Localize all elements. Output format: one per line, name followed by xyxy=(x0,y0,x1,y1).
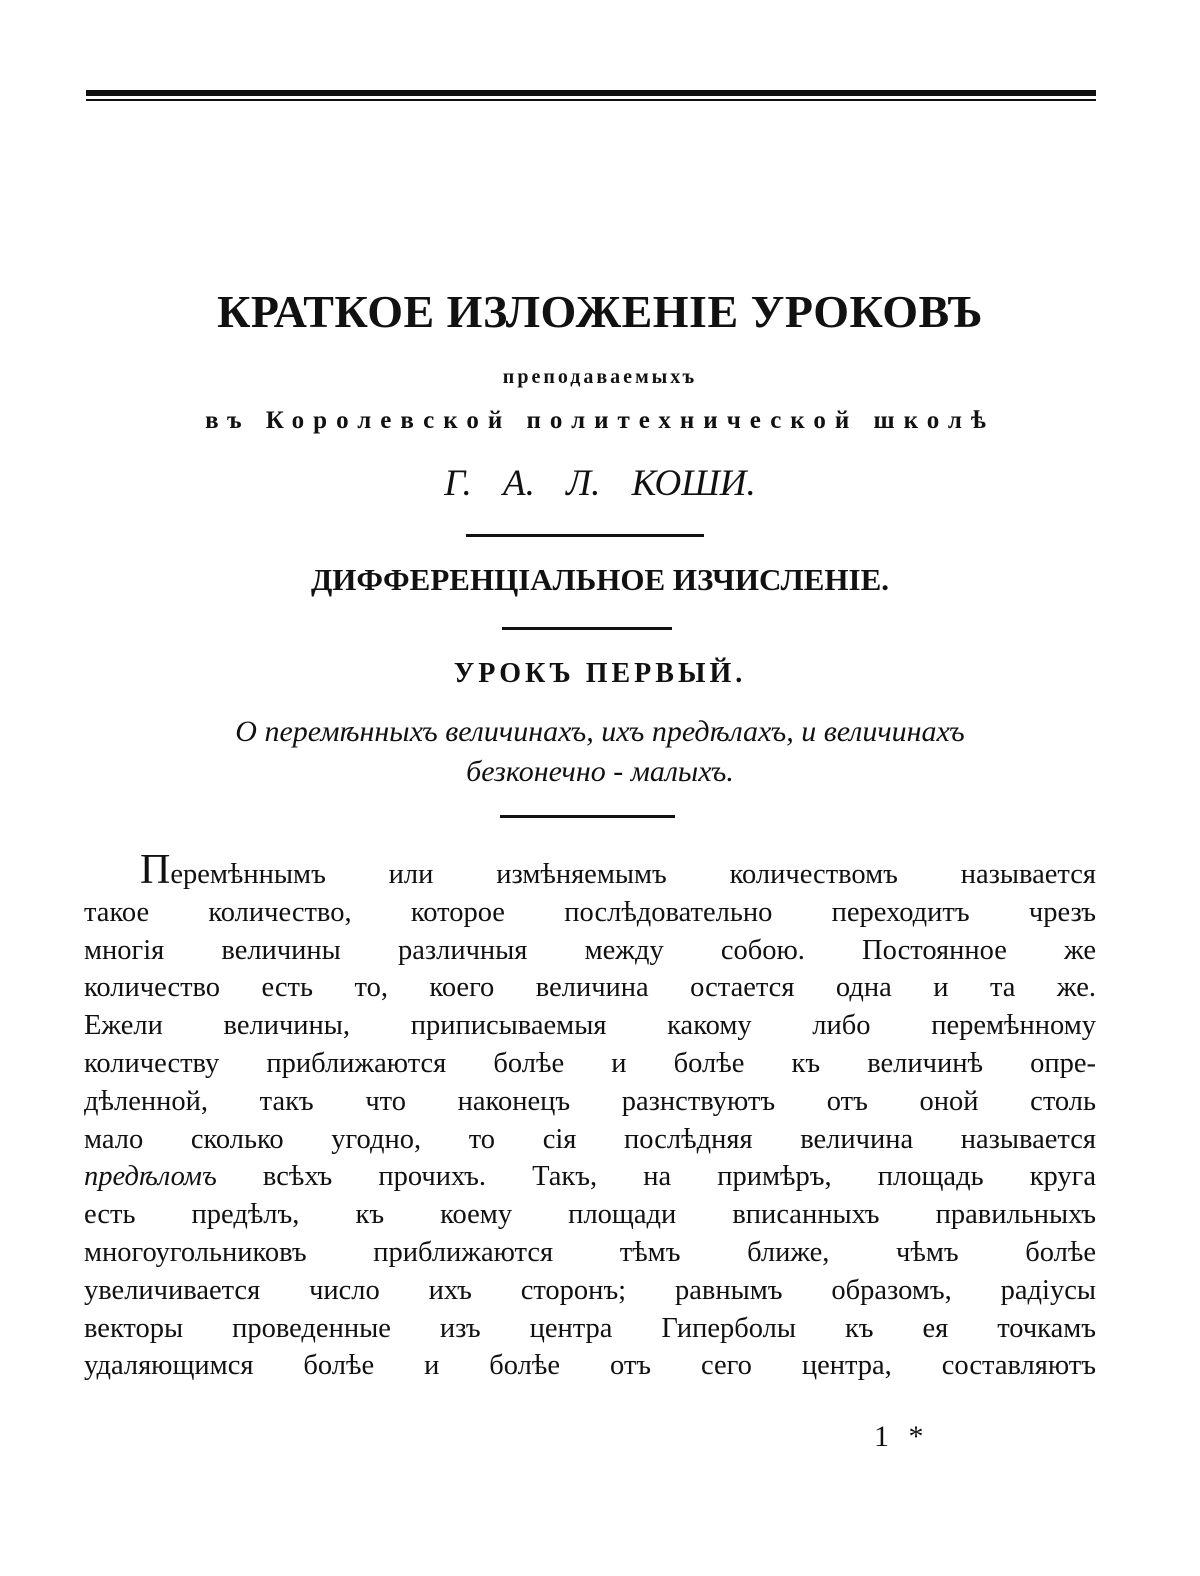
text-line: дѣленной, такъ что наконецъ разнствуютъ отъ оной столь xyxy=(84,1085,1096,1117)
lesson-subtitle xyxy=(100,712,1100,792)
drop-cap: П xyxy=(140,852,171,893)
divider-rule xyxy=(500,815,675,818)
lesson-title: УРОКЪ ПЕРВЫЙ. xyxy=(453,658,747,689)
text-line: количество есть то, коего величина остается одна и та же. xyxy=(84,972,1096,1004)
text-line: многоугольниковъ приближаются тѣмъ ближе, чѣмъ болѣе xyxy=(84,1236,1096,1268)
body-paragraph xyxy=(84,852,1096,1385)
text-line: удаляющимся болѣе и болѣе отъ сего центра, составляютъ xyxy=(84,1350,1096,1382)
book-subtitle: преподаваемыхъ xyxy=(502,366,698,388)
text-line: мало сколько угодно, то сiя послѣдняя величина называется xyxy=(84,1123,1096,1155)
divider-rule xyxy=(502,627,672,630)
text-line: такое количество, которое послѣдовательно переходитъ чрезъ xyxy=(84,896,1096,928)
text-line: количеству приближаются болѣе и болѣе къ величинѣ опре- xyxy=(84,1047,1096,1079)
lesson-subtitle-line: безконечно - малыхъ. xyxy=(466,755,734,788)
section-title: ДИФФЕРЕНЦIАЛЬНОЕ ИЗЧИСЛЕНIЕ. xyxy=(310,562,890,597)
text-line-content: всѣхъ прочихъ. Такъ, на примѣръ, площадь круга xyxy=(216,1161,1096,1193)
text-line: Ежели величины, приписываемыя какому либо перемѣнному xyxy=(84,1010,1096,1042)
text-line: многiя величины различныя между собою. Постоянное же xyxy=(84,934,1096,966)
text-line: увеличивается число ихъ сторонъ; равнымъ образомъ, радiусы xyxy=(84,1274,1096,1306)
text-line: есть предѣлъ, къ коему площади вписанныхъ правильныхъ xyxy=(84,1199,1096,1231)
text-line xyxy=(84,1158,1096,1196)
institution-line: въ Королевской политехнической школѣ xyxy=(205,407,995,434)
text-line-content: еремѣннымъ или измѣняемымъ количествомъ называется xyxy=(170,859,1096,890)
emphasized-term: предѣломъ xyxy=(84,1161,217,1193)
top-double-rule xyxy=(86,90,1096,101)
divider-rule xyxy=(466,534,704,537)
text-line: векторы проведенные изъ центра Гиперболы къ ея точкамъ xyxy=(84,1312,1096,1344)
signature-mark: 1 * xyxy=(874,1420,930,1453)
book-title: КРАТКОЕ ИЗЛОЖЕНIЕ УРОКОВЪ xyxy=(217,286,983,337)
author-name: Г. А. Л. КОШИ. xyxy=(444,463,756,504)
text-line xyxy=(84,852,1096,894)
lesson-subtitle-line: О перемѣнныхъ величинахъ, ихъ предѣлахъ, и величинахъ xyxy=(235,715,965,748)
